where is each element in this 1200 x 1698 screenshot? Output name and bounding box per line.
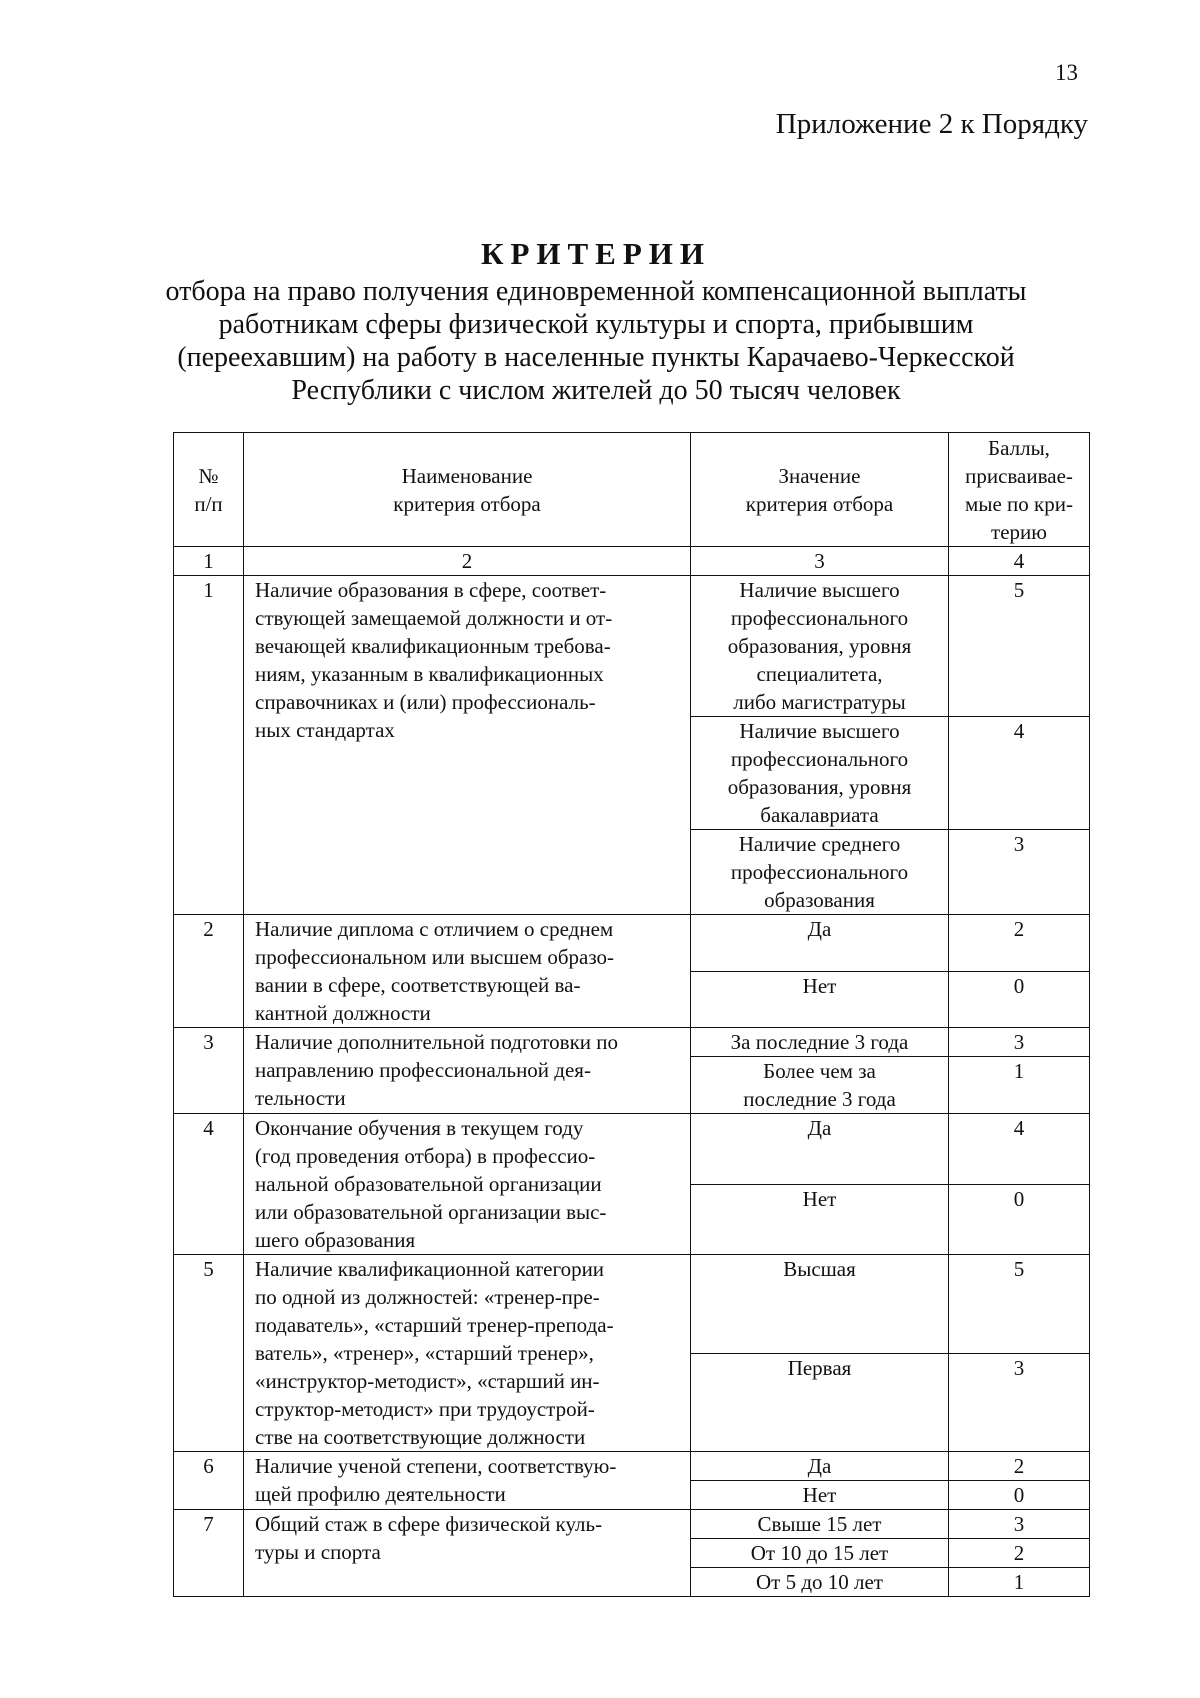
criterion-score: 0 — [949, 1184, 1090, 1255]
criterion-value — [691, 1539, 949, 1568]
criterion-name-line: подаватель», «старший тренер-препода- — [255, 1313, 614, 1337]
header-cell-number: № п/п — [174, 433, 244, 547]
criterion-value — [691, 576, 949, 717]
table-row — [174, 576, 1090, 717]
criterion-name-line: структор-методист» при трудоустрой- — [255, 1397, 595, 1421]
criterion-number: 2 — [174, 915, 244, 1028]
criterion-name — [244, 1255, 691, 1452]
criteria-table-body — [174, 576, 1090, 1597]
criterion-value-line: последние 3 года — [743, 1087, 896, 1111]
criterion-value — [691, 1510, 949, 1539]
column-number: 3 — [691, 547, 949, 576]
criterion-value — [691, 1057, 949, 1114]
header-cell-criterion-name: Наименование критерия отбора — [244, 433, 691, 547]
criterion-name-line: Наличие диплома с отличием о среднем — [255, 917, 614, 941]
criterion-score: 2 — [949, 1539, 1090, 1568]
criterion-name — [244, 915, 691, 1028]
criterion-name-line: щей профилю деятельности — [255, 1482, 506, 1506]
criterion-name-line: или образовательной организации выс- — [255, 1200, 607, 1224]
criterion-name-line: тельности — [255, 1086, 346, 1110]
criterion-value — [691, 971, 949, 1028]
document-heading: КРИТЕРИИ — [480, 236, 712, 271]
criterion-value-line: Наличие высшего — [739, 578, 900, 602]
criterion-value-line: Наличие высшего — [739, 719, 900, 743]
criterion-value — [691, 830, 949, 915]
criterion-name-line: «инструктор-методист», «старший ин- — [255, 1369, 600, 1393]
criterion-value — [691, 915, 949, 972]
criterion-score: 4 — [949, 1114, 1090, 1185]
criterion-name — [244, 1452, 691, 1510]
criterion-value-line: образования — [764, 888, 875, 912]
criterion-value-line: Нет — [802, 973, 837, 998]
criterion-score: 1 — [949, 1568, 1090, 1597]
criterion-number: 6 — [174, 1452, 244, 1510]
criterion-name-line: Наличие образования в сфере, соответ- — [255, 578, 607, 602]
criterion-score: 3 — [949, 1028, 1090, 1057]
criterion-value — [691, 1353, 949, 1452]
criterion-name-line: профессиональном или высшем образо- — [255, 945, 614, 969]
criterion-value — [691, 1184, 949, 1255]
criterion-name — [244, 1510, 691, 1597]
criterion-value — [691, 1114, 949, 1185]
column-number: 1 — [174, 547, 244, 576]
criterion-value-line: Более чем за — [763, 1059, 876, 1083]
criterion-number: 1 — [174, 576, 244, 915]
table-row — [174, 1510, 1090, 1539]
criterion-value-line: Нет — [802, 1186, 837, 1211]
criterion-value-line: Да — [807, 917, 832, 941]
criterion-value-line: Нет — [802, 1483, 837, 1507]
criterion-name-line: ствующей замещаемой должности и от- — [255, 606, 613, 630]
criterion-score: 0 — [949, 1481, 1090, 1510]
criterion-name-line: шего образования — [255, 1228, 416, 1252]
document-subheading — [140, 275, 1052, 407]
criterion-name-line: кантной должности — [255, 1001, 431, 1025]
criterion-name-line: Общий стаж в сфере физической куль- — [255, 1512, 603, 1536]
criterion-score: 3 — [949, 1353, 1090, 1452]
criterion-name-line: ниям, указанным в квалификационных — [255, 662, 604, 686]
criterion-value-line: либо магистратуры — [733, 690, 906, 714]
appendix-reference: Приложение 2 к Порядку — [775, 108, 1088, 140]
criterion-value — [691, 1028, 949, 1057]
criterion-name-line: туры и спорта — [255, 1540, 381, 1564]
criterion-number: 5 — [174, 1255, 244, 1452]
criterion-name-line: Окончание обучения в текущем году — [255, 1116, 584, 1140]
table-row — [174, 1452, 1090, 1481]
criterion-name-line: Наличие ученой степени, соответствую- — [255, 1454, 617, 1478]
criterion-number: 3 — [174, 1028, 244, 1114]
header-row — [174, 433, 1090, 547]
criterion-value-line: образования, уровня — [727, 634, 912, 658]
criterion-name-line: справочниках и (или) профессиональ- — [255, 690, 596, 714]
criterion-value-line: Высшая — [783, 1257, 856, 1281]
title-block — [140, 235, 1052, 407]
criterion-score: 2 — [949, 915, 1090, 972]
subheading-line: работникам сферы физической культуры и спорта, прибывшим — [218, 309, 974, 340]
criterion-value-line: профессионального — [730, 860, 909, 884]
header-cell-score: Баллы, присваивае- мые по кри- терию — [949, 433, 1090, 547]
subheading-line: Республики с числом жителей до 50 тысяч человек — [291, 375, 901, 406]
criterion-value-line: специалитета, — [756, 662, 883, 686]
criterion-name — [244, 576, 691, 915]
criterion-name-line: (год проведения отбора) в профессио- — [255, 1144, 596, 1168]
header-cell-criterion-value: Значение критерия отбора — [691, 433, 949, 547]
criterion-score: 5 — [949, 1255, 1090, 1354]
criterion-value-line: Да — [807, 1116, 832, 1140]
criterion-score: 3 — [949, 1510, 1090, 1539]
column-number-row — [174, 547, 1090, 576]
criterion-value-line: образования, уровня — [727, 775, 912, 799]
criterion-value-line: Первая — [787, 1355, 852, 1380]
criterion-score: 0 — [949, 971, 1090, 1028]
table-row — [174, 915, 1090, 972]
criteria-table — [173, 432, 1090, 1597]
subheading-line: (переехавшим) на работу в населенные пункты Карачаево-Черкесской — [177, 342, 1015, 373]
page-number: 13 — [1055, 60, 1078, 85]
criterion-name-line: вечающей квалификационным требова- — [255, 634, 611, 658]
criterion-value — [691, 1481, 949, 1510]
criterion-name-line: нальной образовательной организации — [255, 1172, 602, 1196]
criterion-name-line: стве на соответствующие должности — [255, 1425, 586, 1449]
column-number: 2 — [244, 547, 691, 576]
criterion-score: 4 — [949, 717, 1090, 830]
criterion-value-line: Свыше 15 лет — [757, 1512, 882, 1536]
criterion-name — [244, 1114, 691, 1255]
criterion-value-line: профессионального — [730, 606, 909, 630]
criterion-value-line: Наличие среднего — [738, 832, 901, 856]
table-row — [174, 1028, 1090, 1057]
criterion-score: 2 — [949, 1452, 1090, 1481]
criterion-value-line: Да — [807, 1454, 832, 1478]
criterion-name-line: Наличие дополнительной подготовки по — [255, 1030, 619, 1054]
criterion-name — [244, 1028, 691, 1114]
criterion-number: 4 — [174, 1114, 244, 1255]
criterion-value-line: От 5 до 10 лет — [755, 1570, 883, 1594]
criterion-value — [691, 1452, 949, 1481]
criterion-name-line: ных стандартах — [255, 718, 395, 742]
criterion-number: 7 — [174, 1510, 244, 1597]
criterion-name-line: по одной из должностей: «тренер-пре- — [255, 1285, 600, 1309]
criterion-name-line: ватель», «тренер», «старший тренер», — [255, 1341, 594, 1365]
column-number: 4 — [949, 547, 1090, 576]
criterion-score: 1 — [949, 1057, 1090, 1114]
criterion-name-line: направлению профессиональной дея- — [255, 1058, 591, 1082]
criterion-value-line: бакалавриата — [760, 803, 879, 827]
criterion-value — [691, 1568, 949, 1597]
criterion-value-line: От 10 до 15 лет — [750, 1541, 889, 1565]
criterion-value-line: профессионального — [730, 747, 909, 771]
criterion-name-line: вании в сфере, соответствующей ва- — [255, 973, 581, 997]
table-row — [174, 1114, 1090, 1185]
criterion-score: 5 — [949, 576, 1090, 717]
criterion-value — [691, 717, 949, 830]
criterion-value-line: За последние 3 года — [730, 1030, 909, 1054]
table-row — [174, 1255, 1090, 1354]
criterion-score: 3 — [949, 830, 1090, 915]
subheading-line: отбора на право получения единовременной компенсационной выплаты — [165, 276, 1027, 307]
criterion-value — [691, 1255, 949, 1354]
criterion-name-line: Наличие квалификационной категории — [255, 1257, 605, 1281]
